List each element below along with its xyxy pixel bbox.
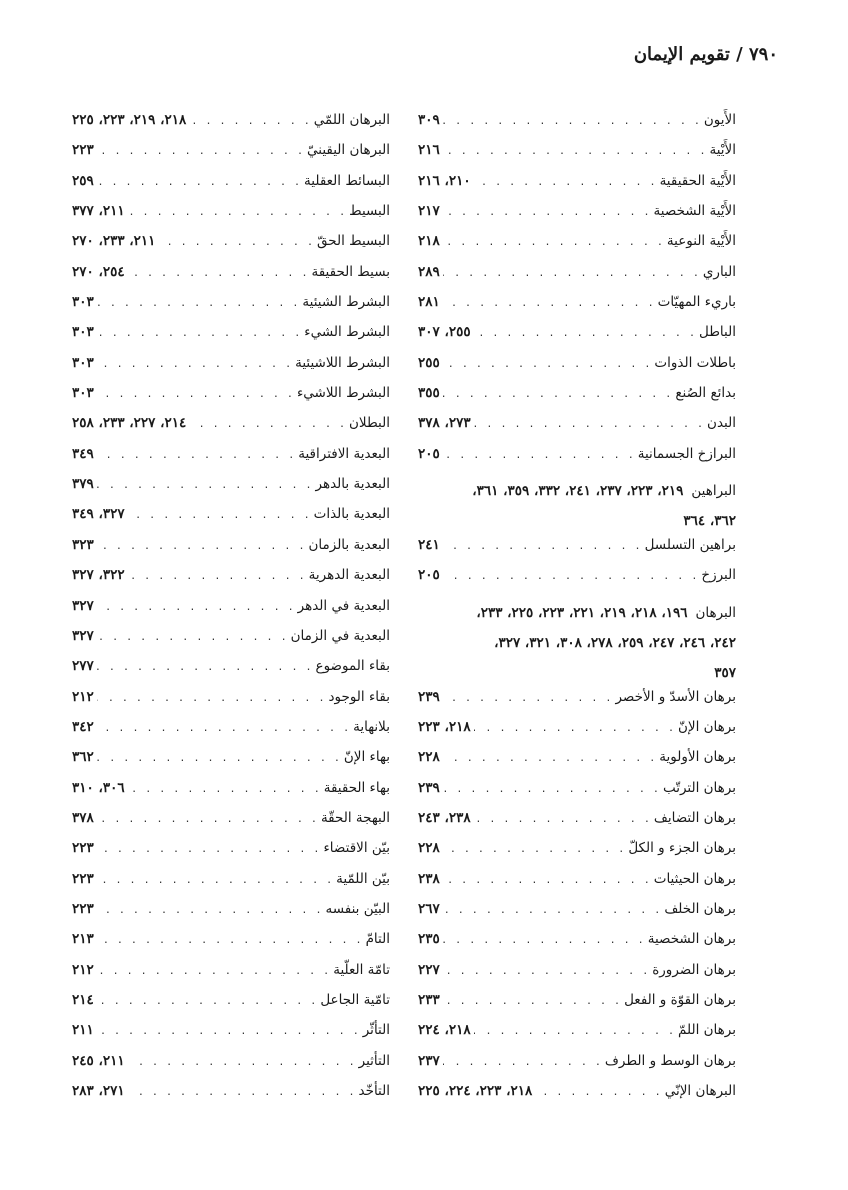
- index-term: التأثّر: [362, 1022, 390, 1039]
- leader-dots: [128, 207, 347, 218]
- index-pages: ٣٠٦، ٣١٠: [72, 779, 125, 796]
- index-entry: [418, 203, 736, 233]
- index-pages: ٢١٨: [418, 233, 440, 250]
- index-term: البعدية بالدهر: [315, 476, 390, 493]
- index-term: برهان الضرورة: [652, 961, 736, 978]
- index-entry: [418, 476, 736, 537]
- index-pages: ٢٣٨: [418, 870, 440, 887]
- leader-dots: [535, 1087, 661, 1098]
- index-pages: ٢٢٨: [418, 840, 440, 857]
- leader-dots: [128, 510, 311, 521]
- index-entry: [72, 749, 390, 779]
- index-term: باريء المهيّات: [657, 294, 736, 311]
- leader-dots: [97, 298, 300, 309]
- index-pages: ٢١٨، ٢١٩، ٢٢٣، ٢٢٥: [72, 112, 187, 128]
- index-entry: [418, 446, 736, 476]
- index-term: برهان الأسدّ و الأخصر: [615, 688, 736, 705]
- index-entry: [418, 901, 736, 931]
- index-entry: [418, 233, 736, 263]
- index-pages: ٢٢٧: [418, 961, 440, 978]
- index-term: برهان الحيثيات: [653, 870, 736, 887]
- index-term: البعدية في الزمان: [290, 627, 390, 644]
- leader-dots: [474, 1026, 675, 1037]
- leader-dots: [97, 146, 304, 157]
- index-entry: [418, 1022, 736, 1052]
- index-pages: ٣٢٢، ٣٢٧: [72, 567, 125, 584]
- index-term: الباري: [702, 263, 736, 280]
- index-term: برهان التضايف: [653, 809, 736, 826]
- index-term: بقاء الوجود: [328, 688, 390, 705]
- index-term: الأَيْية النوعية: [666, 233, 736, 250]
- leader-dots: [97, 450, 295, 461]
- index-term: البرهان اللمّي: [313, 112, 390, 128]
- index-term: برهان الإنّ: [677, 718, 736, 735]
- leader-dots: [158, 237, 314, 248]
- index-entry-line: [418, 598, 736, 628]
- index-entry: [418, 598, 736, 689]
- index-term: برهان الوسط و الطرف: [604, 1052, 736, 1069]
- index-pages: ٣٠٣: [72, 324, 94, 341]
- index-pages: ٣٤٢: [72, 718, 94, 735]
- index-term: تامّية الجاعل: [320, 991, 390, 1008]
- leader-dots: [474, 723, 675, 734]
- index-term: البرهان: [695, 604, 736, 621]
- index-pages: ٢٢٣: [72, 142, 94, 159]
- index-pages-continued: ٢٤٢، ٢٤٦، ٢٤٧، ٢٥٩، ٢٧٨، ٣٠٨، ٣٢١، ٣٢٧،: [494, 634, 736, 651]
- index-pages: ٢١٢: [72, 688, 94, 705]
- index-pages-continued: ٣٦٢، ٣٦٤: [683, 513, 736, 530]
- index-pages: ٢٠٥: [418, 567, 440, 584]
- index-term: البرهان اليقينيّ: [307, 142, 390, 159]
- index-entry: [72, 446, 390, 476]
- index-pages: ٢١٤: [72, 991, 94, 1008]
- index-pages: ٢٥٤، ٢٧٠: [72, 263, 125, 280]
- leader-dots: [443, 116, 701, 127]
- index-entry: [72, 719, 390, 749]
- index-term: البعدية الدهرية: [308, 567, 390, 584]
- index-entry: [72, 112, 390, 142]
- index-entry-line: [418, 476, 736, 506]
- index-pages: ٣٥٥: [418, 385, 440, 402]
- index-entry: [418, 871, 736, 901]
- leader-dots: [443, 935, 645, 946]
- index-entry: [418, 385, 736, 415]
- index-pages: ٢١٧: [418, 203, 440, 220]
- index-pages: ٣٠٩: [418, 112, 440, 128]
- index-entry: [418, 780, 736, 810]
- leader-dots: [97, 693, 326, 704]
- index-pages: ٢٣٣: [418, 991, 440, 1008]
- leader-dots: [443, 996, 621, 1007]
- index-column-left: [72, 112, 390, 1113]
- leader-dots: [189, 116, 311, 127]
- index-entry: [418, 324, 736, 354]
- index-entry: [418, 294, 736, 324]
- index-pages: ١٩٦، ٢١٨، ٢١٩، ٢٢١، ٢٢٣، ٢٢٥، ٢٣٣،: [476, 604, 688, 621]
- index-pages: ٣٦٢: [72, 749, 94, 766]
- index-pages: ٢٣٨، ٢٤٣: [418, 809, 471, 826]
- index-entry: [72, 598, 390, 628]
- index-term: بيّن اللمّية: [336, 870, 390, 887]
- index-pages: ٢٨١: [418, 294, 440, 311]
- index-entry: [418, 112, 736, 142]
- index-entry: [72, 294, 390, 324]
- index-entry: [72, 385, 390, 415]
- index-entry: [72, 537, 390, 567]
- leader-dots: [128, 1087, 356, 1098]
- index-pages: ٣٢٧، ٣٤٩: [72, 506, 125, 523]
- index-pages: ٣٠٣: [72, 354, 94, 371]
- index-entry: [72, 840, 390, 870]
- index-term: برهان القوّة و الفعل: [624, 991, 736, 1008]
- leader-dots: [443, 389, 673, 400]
- leader-dots: [443, 753, 657, 764]
- index-pages: ٢٥٥: [418, 354, 440, 371]
- index-pages: ٢٣٩: [418, 779, 440, 796]
- index-term: البرهان الإنّي: [664, 1083, 736, 1099]
- leader-dots: [189, 419, 346, 430]
- leader-dots: [443, 875, 651, 886]
- index-entry: [72, 901, 390, 931]
- index-pages: ٢١١، ٣٧٧: [72, 203, 125, 220]
- index-term: بلانهاية: [353, 718, 390, 735]
- index-pages: ٢٥٩: [72, 172, 94, 189]
- index-term: البعدية بالذات: [313, 506, 390, 523]
- index-pages: ٣٢٧: [72, 627, 94, 644]
- leader-dots: [128, 571, 306, 582]
- leader-dots: [97, 875, 333, 886]
- index-term: البسائط العقلية: [304, 172, 390, 189]
- index-term: بيّن الاقتضاء: [323, 840, 390, 857]
- index-pages: ٢٢٣: [72, 900, 94, 917]
- leader-dots: [474, 177, 657, 188]
- index-pages: ٢٧٧: [72, 658, 94, 675]
- index-entry: [418, 810, 736, 840]
- leader-dots: [97, 328, 302, 339]
- index-term: الأَيْية الشخصية: [653, 203, 736, 220]
- index-term: تامّة العلّية: [333, 961, 390, 978]
- index-term: البشرط الشيئية: [302, 294, 390, 311]
- leader-dots: [97, 602, 295, 613]
- index-term: الأَيْية الحقيقية: [659, 172, 736, 189]
- index-pages: ٢١٨، ٢٢٣، ٢٢٤، ٢٢٥: [418, 1083, 533, 1099]
- index-pages: ٢١٨، ٢٢٣: [418, 718, 471, 735]
- leader-dots: [443, 450, 635, 461]
- index-entry: [72, 628, 390, 658]
- leader-dots: [443, 298, 655, 309]
- index-entry: [418, 567, 736, 597]
- index-entry: [418, 173, 736, 203]
- index-entry: [418, 1083, 736, 1113]
- index-pages: ٢٨٩: [418, 263, 440, 280]
- index-pages: ٢٥٥، ٣٠٧: [418, 324, 471, 341]
- index-entry: [72, 476, 390, 506]
- index-term: البسيط: [349, 203, 390, 220]
- index-entry: [72, 233, 390, 263]
- index-term: بهاء الإنّ: [343, 749, 390, 766]
- index-term: البشرط اللاشيئية: [295, 354, 390, 371]
- index-entry: [72, 931, 390, 961]
- index-pages: ٢٣٧: [418, 1052, 440, 1069]
- index-entry: [72, 506, 390, 536]
- index-term: البعدية في الدهر: [297, 597, 390, 614]
- leader-dots: [97, 753, 341, 764]
- leader-dots: [474, 814, 651, 825]
- leader-dots: [443, 844, 626, 855]
- index-term: البرازخ الجسمانية: [637, 445, 736, 462]
- index-term: الأَيون: [703, 112, 736, 128]
- index-entry: [418, 962, 736, 992]
- index-term: براهين التسلسل: [644, 536, 736, 553]
- page-header: ٧٩٠ / تقويم الإيمان: [633, 44, 778, 65]
- index-entry: [418, 415, 736, 445]
- index-entry: [418, 142, 736, 172]
- leader-dots: [97, 814, 318, 825]
- index-term: التامّ: [365, 931, 390, 948]
- index-pages: ٣٧٨: [72, 809, 94, 826]
- index-term: الباطل: [698, 324, 736, 341]
- leader-dots: [97, 723, 350, 734]
- index-term: برهان الخلف: [664, 900, 736, 917]
- index-term: البشرط الشيء: [304, 324, 390, 341]
- index-entry: [72, 992, 390, 1022]
- index-term: برهان الترتّب: [662, 779, 736, 796]
- leader-dots: [443, 237, 664, 248]
- leader-dots: [97, 905, 323, 916]
- index-pages: ٣٢٧: [72, 597, 94, 614]
- index-pages: ٢٠٥: [418, 445, 440, 462]
- index-entry: [418, 992, 736, 1022]
- index-term: بسيط الحقيقة: [311, 263, 390, 280]
- index-term: التأخّد: [358, 1083, 390, 1099]
- index-pages-continued: ٣٥٧: [714, 665, 736, 682]
- index-term: برهان الشخصية: [647, 931, 736, 948]
- leader-dots: [97, 996, 318, 1007]
- index-term: البدن: [707, 415, 736, 432]
- index-term: برهان اللمّ: [678, 1022, 736, 1039]
- leader-dots: [443, 905, 662, 916]
- leader-dots: [474, 419, 704, 430]
- leader-dots: [443, 693, 613, 704]
- index-pages: ٢١٢: [72, 961, 94, 978]
- index-term: البيّن بنفسه: [325, 900, 390, 917]
- index-entry: [418, 749, 736, 779]
- index-term: التأثير: [358, 1052, 390, 1069]
- index-term: بهاء الحقيقة: [323, 779, 390, 796]
- index-term: البرزخ: [701, 567, 736, 584]
- leader-dots: [443, 207, 651, 218]
- index-pages: ٣٢٣: [72, 536, 94, 553]
- index-pages: ٢٣٥: [418, 931, 440, 948]
- index-entry: [72, 203, 390, 233]
- leader-dots: [97, 177, 301, 188]
- index-entry: [72, 871, 390, 901]
- index-pages: ٢١١، ٢٣٣، ٢٧٠: [72, 233, 156, 250]
- index-entry: [72, 810, 390, 840]
- index-term: الأَيْية: [709, 142, 736, 159]
- leader-dots: [97, 359, 292, 370]
- index-pages: ٢١٣: [72, 931, 94, 948]
- index-column-right: [418, 112, 736, 1113]
- leader-dots: [97, 632, 288, 643]
- index-pages: ٢٧٣، ٣٧٨: [418, 415, 471, 432]
- index-term: البسيط الحقّ: [317, 233, 390, 250]
- index-entry: [72, 780, 390, 810]
- index-entry: [418, 840, 736, 870]
- leader-dots: [128, 1057, 356, 1068]
- index-pages: ٢٣٩: [418, 688, 440, 705]
- index-pages: ٢١٨، ٢٢٤: [418, 1022, 471, 1039]
- leader-dots: [97, 935, 363, 946]
- leader-dots: [97, 1026, 360, 1037]
- index-pages: ٢١٩، ٢٢٣، ٢٣٧، ٢٤١، ٣٣٢، ٣٥٩، ٣٦١،: [472, 483, 684, 500]
- leader-dots: [443, 571, 699, 582]
- leader-dots: [128, 784, 321, 795]
- index-term: بدائع الصُنع: [675, 385, 736, 402]
- index-pages: ٢١٠، ٢١٦: [418, 172, 471, 189]
- index-entry: [418, 537, 736, 567]
- leader-dots: [443, 541, 642, 552]
- index-entry: [72, 1083, 390, 1113]
- index-term: البعدية الافتراقية: [298, 445, 390, 462]
- leader-dots: [97, 389, 294, 400]
- leader-dots: [443, 966, 649, 977]
- index-pages: ٣٤٩: [72, 445, 94, 462]
- index-term: البهجة الحقّة: [320, 809, 390, 826]
- index-entry: [72, 1022, 390, 1052]
- leader-dots: [97, 480, 313, 491]
- index-pages: ٣٠٣: [72, 294, 94, 311]
- index-entry: [72, 173, 390, 203]
- index-entry: [72, 142, 390, 172]
- index-term: البشرط اللاشيء: [296, 385, 390, 402]
- index-entry: [418, 689, 736, 719]
- index-entry: [418, 355, 736, 385]
- leader-dots: [97, 662, 313, 673]
- leader-dots: [443, 146, 707, 157]
- index-term: برهان الأولوية: [659, 749, 736, 766]
- index-pages: ٢١٦: [418, 142, 440, 159]
- index-entry: [418, 931, 736, 961]
- index-term: البراهين: [691, 483, 736, 500]
- index-entry: [72, 962, 390, 992]
- index-pages: ٢١٤، ٢٢٧، ٢٣٣، ٢٥٨: [72, 415, 187, 432]
- index-entry: [418, 1053, 736, 1083]
- leader-dots: [97, 844, 321, 855]
- index-term: البطلان: [349, 415, 390, 432]
- index-pages: ٣٠٣: [72, 385, 94, 402]
- index-pages: ٢١١، ٢٤٥: [72, 1052, 125, 1069]
- index-term: باطلات الذوات: [654, 354, 736, 371]
- index-pages: ٢٢٨: [418, 749, 440, 766]
- index-entry: [72, 658, 390, 688]
- index-entry: [72, 689, 390, 719]
- index-term: البعدية بالزمان: [308, 536, 390, 553]
- index-pages: ٢٢٣: [72, 870, 94, 887]
- index-pages: ٢٤١: [418, 536, 440, 553]
- index-pages: ٢٧١، ٢٨٣: [72, 1083, 125, 1099]
- index-entry: [72, 567, 390, 597]
- index-pages: ٣٧٩: [72, 476, 94, 493]
- index-entry: [418, 719, 736, 749]
- leader-dots: [97, 966, 330, 977]
- index-pages: ٢١١: [72, 1022, 94, 1039]
- leader-dots: [443, 268, 700, 279]
- index-entry: [72, 415, 390, 445]
- index-pages: ٢٦٧: [418, 900, 440, 917]
- leader-dots: [97, 541, 306, 552]
- leader-dots: [128, 268, 309, 279]
- index-term: برهان الجزء و الكلّ: [628, 840, 736, 857]
- leader-dots: [443, 359, 652, 370]
- index-entry: [418, 264, 736, 294]
- leader-dots: [443, 1057, 602, 1068]
- leader-dots: [474, 328, 696, 339]
- index-entry: [72, 355, 390, 385]
- index-entry: [72, 1053, 390, 1083]
- index-term: بقاء الموضوع: [315, 658, 390, 675]
- index-entry: [72, 324, 390, 354]
- index-entry: [72, 264, 390, 294]
- index-pages: ٢٢٣: [72, 840, 94, 857]
- leader-dots: [443, 784, 660, 795]
